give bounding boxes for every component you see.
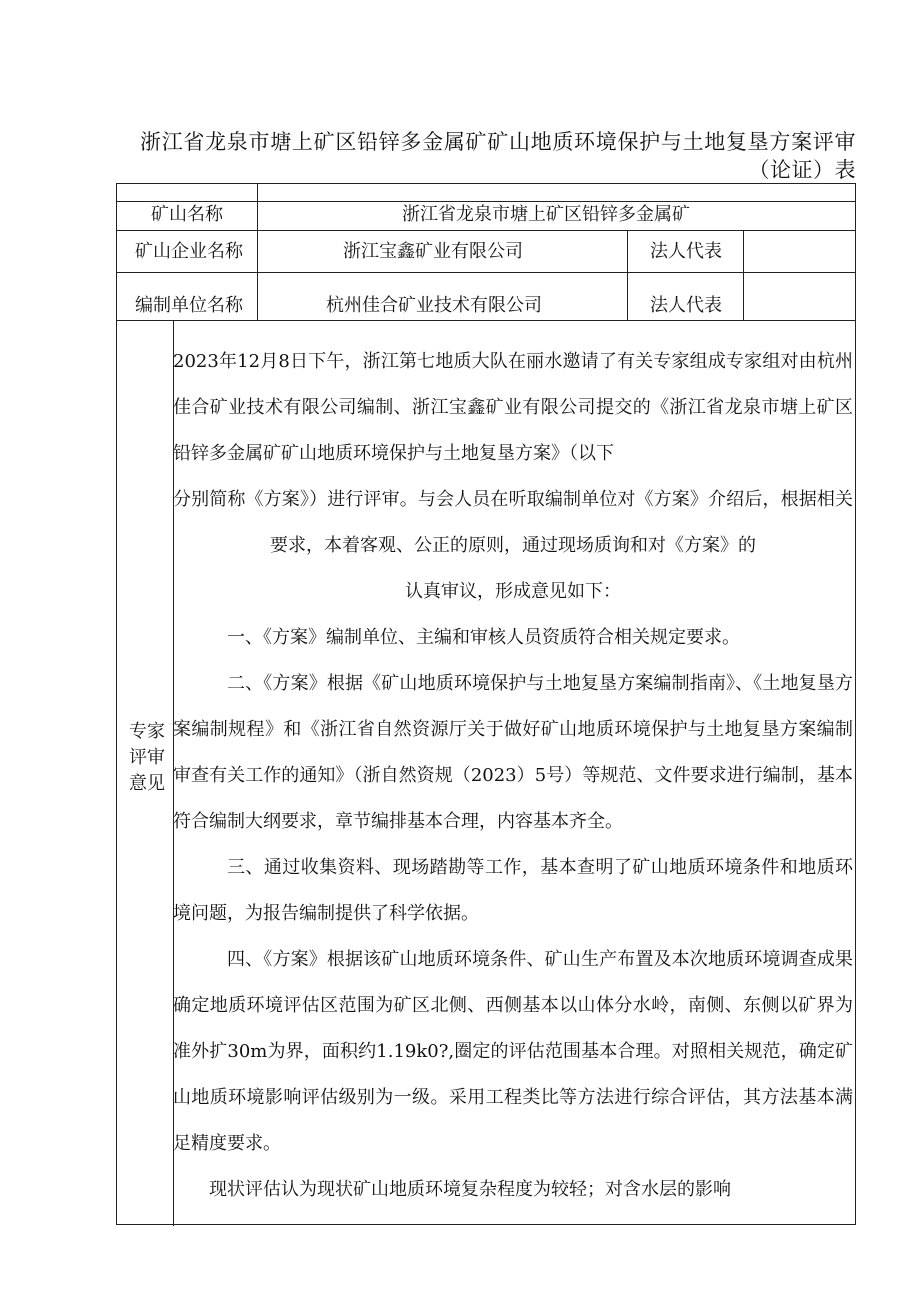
- compiler-value: 杭州佳合矿业技术有限公司: [326, 295, 542, 316]
- opinion-item-5: 现状评估认为现状矿山地质环境复杂程度为较轻；对含水层的影响: [209, 1179, 731, 1200]
- legal-rep-label: 法人代表: [650, 295, 722, 316]
- mine-name-value: 浙江省龙泉市塘上矿区铅锌多金属矿: [402, 204, 690, 225]
- legal-rep-label: 法人代表: [650, 241, 722, 262]
- column-divider: [743, 230, 744, 320]
- row-divider: [117, 201, 855, 202]
- title-line-1: 浙江省龙泉市塘上矿区铅锌多金属矿矿山地质环境保护与土地复垦方案评审: [140, 130, 856, 154]
- review-table: [116, 183, 856, 1225]
- expert-opinion-text: [173, 339, 853, 1213]
- enterprise-value: 浙江宝鑫矿业有限公司: [343, 241, 523, 262]
- row-divider: [117, 320, 855, 321]
- expert-opinion-label: 专家 评审 意见: [129, 721, 165, 794]
- title-line-2: （论证）表: [748, 158, 856, 182]
- compiler-label: 编制单位名称: [135, 295, 243, 316]
- row-divider: [117, 272, 855, 273]
- opinion-intro-3: 认真审议，形成意见如下：: [405, 581, 621, 602]
- opinion-intro-1: 2023年12月8日下午，浙江第七地质大队在丽水邀请了有关专家组成专家组对由杭州佳合矿业技术有限公司编制、浙江宝鑫矿业有限公司提交的《浙江省龙泉市塘上矿区铅锌多金属矿矿山地质环境保护与土地复垦方案》（以下: [173, 351, 853, 464]
- opinion-item-2: 二、《方案》根据《矿山地质环境保护与土地复垦方案编制指南》、《土地复垦方案编制规程》和《浙江省自然资源厅关于做好矿山地质环境保护与土地复垦方案编制审查有关工作的通知》（浙自然资规（2023）5号）等规范、文件要求进行编制，基本符合编制大纲要求，章节编排基本合理，内容基本齐全。: [173, 673, 853, 832]
- opinion-intro-2: 分别简称《方案》）进行评审。与会人员在听取编制单位对《方案》介绍后，根据相关要求，本着客观、公正的原则，通过现场质询和对《方案》的: [173, 489, 853, 556]
- document-title: [140, 128, 856, 184]
- enterprise-label: 矿山企业名称: [135, 241, 243, 262]
- opinion-item-1: 一、《方案》编制单位、主编和审核人员资质符合相关规定要求。: [227, 627, 740, 648]
- column-divider: [627, 230, 628, 320]
- opinion-item-3: 三、通过收集资料、现场踏勘等工作，基本查明了矿山地质环境条件和地质环境问题，为报告编制提供了科学依据。: [173, 857, 853, 924]
- mine-name-label: 矿山名称: [151, 204, 223, 225]
- column-divider: [257, 184, 258, 320]
- row-divider: [117, 230, 855, 231]
- opinion-item-4: 四、《方案》根据该矿山地质环境条件、矿山生产布置及本次地质环境调查成果确定地质环境评估区范围为矿区北侧、西侧基本以山体分水岭，南侧、东侧以矿界为准外扩30m为界，面积约1.19k0?,圈定的评估范围基本合理。对照相关规范，确定矿山地质环境影响评估级别为一级。采用工程类比等方法进行综合评估，其方法基本满足精度要求。: [173, 949, 853, 1154]
